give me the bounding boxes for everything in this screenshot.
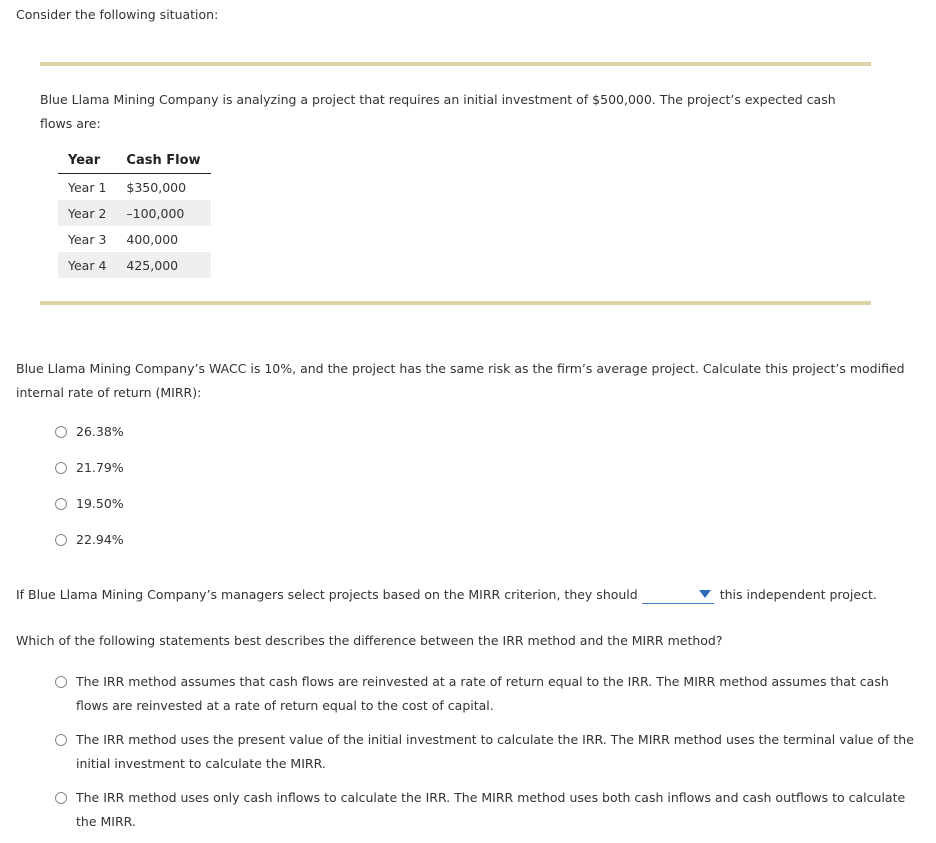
statement-option-2[interactable] bbox=[55, 728, 915, 776]
option-label: 26.38% bbox=[76, 424, 124, 439]
year-column-header: Year bbox=[58, 148, 116, 174]
intro-text: Consider the following situation: bbox=[16, 7, 219, 22]
mirr-option-1[interactable] bbox=[55, 424, 124, 439]
year-cell: Year 1 bbox=[68, 179, 107, 195]
table-row bbox=[58, 252, 211, 278]
mirr-option-2[interactable] bbox=[55, 460, 124, 475]
statement-option-1[interactable] bbox=[55, 670, 915, 718]
radio-button[interactable] bbox=[55, 498, 67, 510]
decision-dropdown[interactable] bbox=[642, 585, 714, 604]
radio-button[interactable] bbox=[55, 462, 67, 474]
table-row bbox=[58, 226, 211, 252]
option-label: 21.79% bbox=[76, 460, 124, 475]
cash-flow-cell: 400,000 bbox=[126, 231, 179, 247]
scenario-top-divider bbox=[40, 62, 871, 66]
option-label: 22.94% bbox=[76, 532, 124, 547]
option-label: The IRR method uses only cash inflows to calculate the IRR. The MIRR method uses both cash inflows and cash outflows to calculate the MIRR. bbox=[76, 790, 906, 829]
radio-button[interactable] bbox=[55, 676, 67, 688]
table-row bbox=[58, 200, 211, 226]
statement-option-3[interactable] bbox=[55, 786, 915, 834]
radio-button[interactable] bbox=[55, 734, 67, 746]
table-header-row bbox=[58, 148, 211, 174]
year-cell: Year 3 bbox=[68, 231, 107, 247]
cash-flow-table bbox=[58, 148, 211, 278]
decision-question-suffix: this independent project. bbox=[719, 587, 877, 602]
mirr-option-4[interactable] bbox=[55, 532, 124, 547]
cash-flow-column-header: Cash Flow bbox=[116, 148, 210, 174]
mirr-question-text: Blue Llama Mining Company’s WACC is 10%, and the project has the same risk as the firm’s average project. Calculate this project’s modified internal rate of return (MIRR): bbox=[16, 361, 905, 400]
mirr-option-3[interactable] bbox=[55, 496, 124, 511]
option-label: The IRR method assumes that cash flows are reinvested at a rate of return equal to the IRR. The MIRR method assumes that cash flows are reinvested at a rate of return equal to the cost of capital. bbox=[76, 674, 889, 713]
radio-button[interactable] bbox=[55, 792, 67, 804]
decision-question bbox=[16, 585, 877, 604]
radio-button[interactable] bbox=[55, 426, 67, 438]
scenario-bottom-divider bbox=[40, 301, 871, 305]
cash-flow-cell: 425,000 bbox=[116, 252, 210, 278]
cash-flow-cell: –100,000 bbox=[116, 200, 210, 226]
option-label: The IRR method uses the present value of the initial investment to calculate the IRR. The MIRR method uses the terminal value of the initial investment to calculate the MIRR. bbox=[76, 732, 914, 771]
year-cell: Year 2 bbox=[58, 200, 116, 226]
irr-vs-mirr-question-text: Which of the following statements best describes the difference between the IRR method and the MIRR method? bbox=[16, 633, 723, 648]
chevron-down-icon[interactable] bbox=[699, 590, 711, 598]
table-row bbox=[58, 174, 211, 201]
decision-question-prefix: If Blue Llama Mining Company’s managers select projects based on the MIRR criterion, they should bbox=[16, 587, 638, 602]
year-cell: Year 4 bbox=[58, 252, 116, 278]
scenario-text: Blue Llama Mining Company is analyzing a project that requires an initial investment of $500,000. The project’s expected cash flows are: bbox=[40, 92, 836, 131]
cash-flow-cell: $350,000 bbox=[126, 179, 187, 195]
option-label: 19.50% bbox=[76, 496, 124, 511]
radio-button[interactable] bbox=[55, 534, 67, 546]
